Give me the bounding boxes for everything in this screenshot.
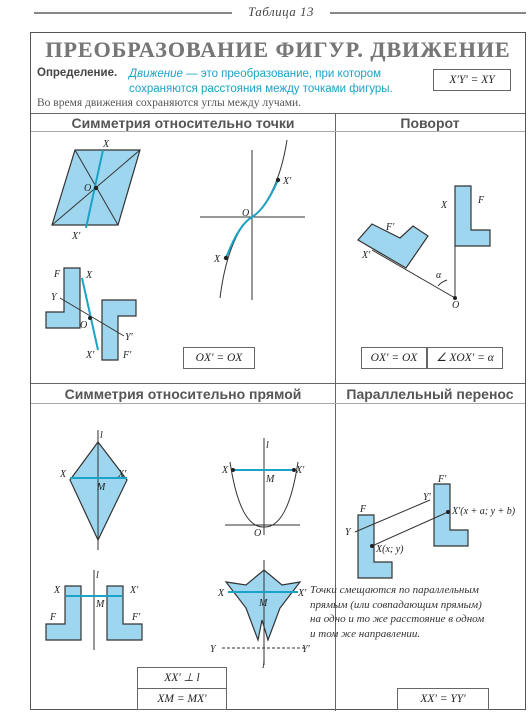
label-x: X [222, 465, 229, 476]
label-l: l [96, 570, 99, 581]
label-l: l [266, 440, 269, 451]
heading-rotation: Поворот [400, 115, 460, 131]
label-o: O [452, 300, 460, 311]
label-y: Y [51, 292, 57, 303]
heading-point-symmetry: Симметрия относительно точки [71, 115, 295, 131]
label-f: F [478, 195, 485, 206]
label-x: X [441, 200, 448, 211]
label-x: X [86, 270, 93, 281]
label-o: O [80, 320, 88, 331]
label-x: X(x; y) [376, 544, 404, 555]
label-f: F [50, 612, 57, 623]
formula-rotation-1: OX' = OX [361, 347, 427, 369]
label-y1: Y' [125, 332, 133, 343]
label-y: Y [210, 644, 216, 655]
table-label: Таблица 13 [247, 4, 315, 19]
label-y1: Y' [423, 492, 431, 503]
point-x [224, 256, 228, 260]
cubic-curve [220, 140, 287, 298]
point-x [370, 544, 374, 548]
label-l: l [100, 430, 103, 441]
definition-note: Во время движения сохраняются углы между лучами. [37, 97, 302, 109]
label-f: F [360, 504, 367, 515]
label-x: X [54, 585, 61, 596]
point-x [231, 468, 235, 472]
label-alpha: α [436, 270, 442, 281]
label-y: Y [345, 527, 351, 538]
label-x: X [103, 139, 110, 150]
label-x1: X'(x + a; y + b) [452, 506, 516, 517]
rhombus-point-symmetry [52, 139, 140, 242]
heading-line-symmetry: Симметрия относительно прямой [64, 386, 302, 402]
parabola-line-symmetry [221, 438, 305, 539]
label-f1: F' [123, 350, 132, 361]
label-x1: X' [298, 588, 307, 599]
label-m: M [259, 598, 268, 609]
formula-line-symmetry-2: XM = MX' [137, 688, 227, 710]
heading-translation: Параллельный перенос [346, 386, 514, 402]
star-line-symmetry [210, 560, 311, 671]
label-m: M [97, 482, 106, 493]
label-x: X [60, 469, 67, 480]
label-f1: F' [386, 222, 395, 233]
kite-line-symmetry [59, 430, 127, 550]
label-x1: X' [118, 469, 127, 480]
label-f: F [54, 269, 61, 280]
definition-label: Определение. [37, 67, 118, 79]
translation-diagram [345, 474, 516, 578]
page-title: ПРЕОБРАЗОВАНИЕ ФИГУР. ДВИЖЕНИЕ [45, 37, 511, 62]
label-x1: X' [283, 176, 292, 187]
label-y1: Y' [302, 644, 310, 655]
center-point [88, 316, 92, 320]
label-o: O [84, 183, 92, 194]
formula-line-symmetry-1: XX' ⊥ l [137, 667, 227, 689]
point-x1 [276, 178, 280, 182]
label-f1: F' [132, 612, 141, 623]
formula-rotation-2: ∠ XOX' = α [427, 347, 503, 369]
shape-f [455, 186, 490, 246]
label-x1: X' [362, 250, 371, 261]
label-x: X [218, 588, 225, 599]
formula-translation: XX' = YY' [397, 688, 489, 710]
label-x1: X' [86, 350, 95, 361]
cubic-curve-graph [200, 140, 305, 300]
label-o: O [242, 208, 250, 219]
rotation-diagram [358, 186, 490, 311]
label-m: M [266, 474, 275, 485]
label-f1: F' [438, 474, 447, 485]
center-point [94, 186, 98, 190]
label-x1: X' [296, 465, 305, 476]
definition-body: — это преобразование, при котором сохраняются расстояния между точками фигуры. [129, 68, 393, 95]
translation-description: Точки смещаются по параллельным прямым (или совпадающим прямым) на одно и то же расстояние в одном и том же направлении. [310, 584, 485, 640]
label-o: O [254, 528, 262, 539]
label-l: l [262, 660, 265, 671]
definition-formula: X'Y' = XY [433, 69, 511, 91]
l-shapes-point-symmetry [46, 268, 136, 361]
l-shapes-line-symmetry [46, 570, 142, 650]
label-x1: X' [130, 585, 139, 596]
label-x1: X' [72, 231, 81, 242]
label-m: M [96, 599, 105, 610]
formula-point-symmetry: OX' = OX [183, 347, 255, 369]
point-x1 [446, 510, 450, 514]
definition-term: Движение [129, 68, 183, 80]
label-x: X [214, 254, 221, 265]
segment-x-x1 [82, 278, 98, 350]
